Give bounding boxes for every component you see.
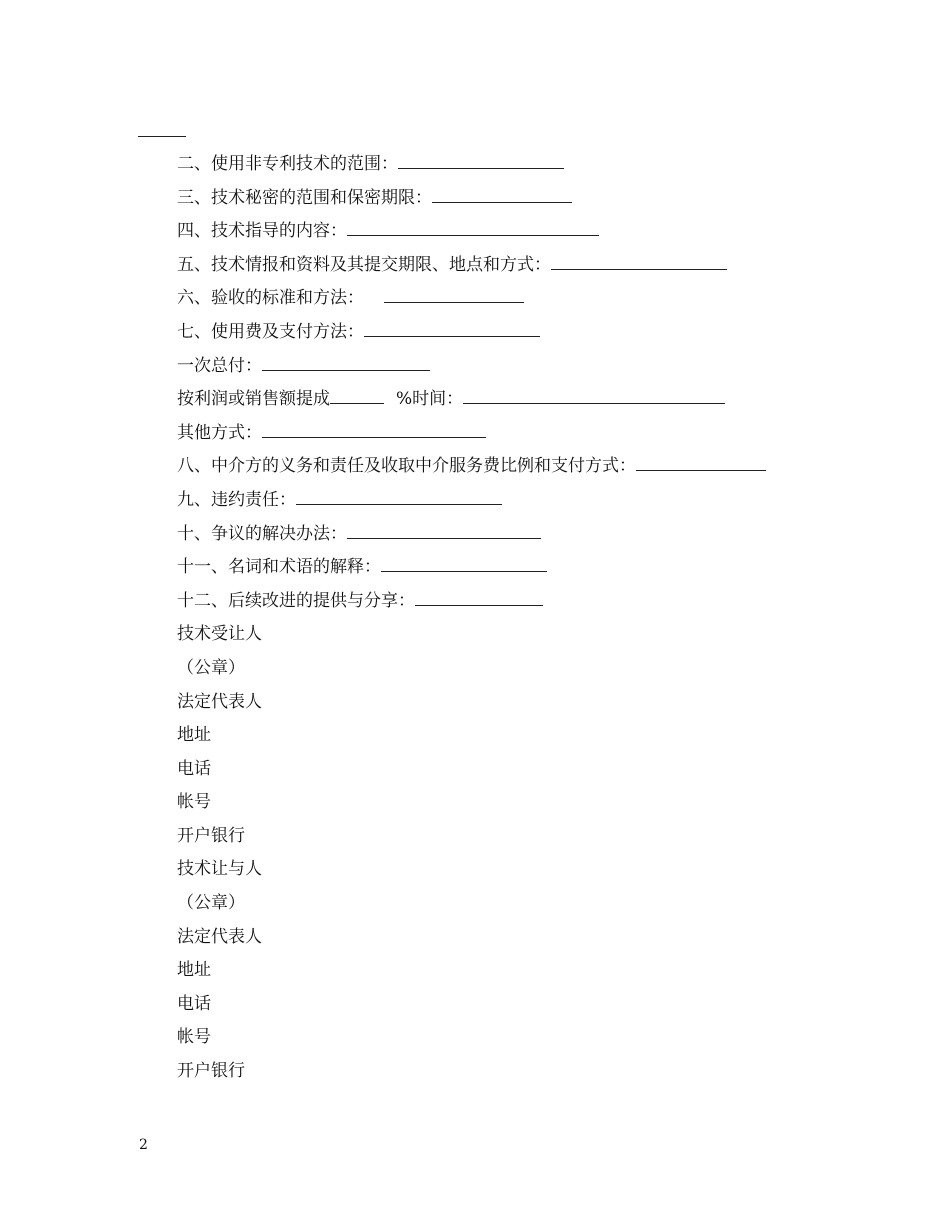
fill-in-blank: [463, 387, 725, 404]
signature-label: 法定代表人: [177, 691, 262, 712]
fill-in-blank: [347, 522, 541, 539]
fill-in-blank: [347, 219, 599, 236]
payment-lump-sum: [177, 350, 877, 384]
clause-label: 十、争议的解决办法：: [177, 523, 347, 544]
clause-2: [177, 148, 877, 182]
clause-12: [177, 585, 877, 619]
clause-11: [177, 551, 877, 585]
page-number: 2: [139, 1137, 148, 1153]
clause-label: 七、使用费及支付方法：: [177, 321, 364, 342]
transferee-account: [177, 786, 877, 820]
clause-label: 一次总付：: [177, 355, 262, 376]
clause-label: 九、违约责任：: [177, 489, 296, 510]
transferee-phone: [177, 753, 877, 787]
transferor-bank: [177, 1055, 877, 1089]
clause-label: 四、技术指导的内容：: [177, 221, 347, 242]
clause-label: 五、技术情报和资料及其提交期限、地点和方式：: [177, 254, 551, 275]
transferee-address: [177, 719, 877, 753]
signature-label: 技术让与人: [177, 859, 262, 880]
transferee-seal: [177, 652, 877, 686]
transferee-heading: [177, 618, 877, 652]
clause-label: 六、验收的标准和方法：: [177, 288, 364, 309]
transferor-account: [177, 1021, 877, 1055]
fill-in-blank: [296, 488, 502, 505]
fill-in-blank: [381, 555, 547, 572]
transferee-legal-rep: [177, 686, 877, 720]
fill-in-blank: [636, 454, 766, 471]
clause-7: [177, 316, 877, 350]
transferor-seal: [177, 887, 877, 921]
transferor-address: [177, 954, 877, 988]
transferor-phone: [177, 988, 877, 1022]
fill-in-blank: [415, 589, 543, 606]
clause-10: [177, 518, 877, 552]
transferor-legal-rep: [177, 921, 877, 955]
fill-in-blank: [384, 286, 524, 303]
clause-label-time: %时间：: [396, 389, 464, 410]
signature-label: 帐号: [177, 792, 211, 813]
transferee-bank: [177, 820, 877, 854]
signature-label: 地址: [177, 725, 211, 746]
clause-label: 其他方式：: [177, 422, 262, 443]
clause-label: 按利润或销售额提成: [177, 389, 330, 410]
contract-body: [177, 148, 877, 1089]
signature-label: 开户银行: [177, 825, 245, 846]
payment-royalty: [177, 383, 877, 417]
clause-6: [177, 282, 877, 316]
clause-label: 二、使用非专利技术的范围：: [177, 154, 398, 174]
clause-4: [177, 215, 877, 249]
fill-in-blank: [364, 320, 540, 337]
signature-label: 开户银行: [177, 1061, 245, 1082]
percentage-blank: [330, 387, 384, 404]
clause-label: 十一、名词和术语的解释：: [177, 557, 381, 578]
fill-in-blank: [262, 354, 430, 371]
transferor-heading: [177, 853, 877, 887]
clause-9: [177, 484, 877, 518]
signature-label: 技术受让人: [177, 624, 262, 645]
signature-label: 电话: [177, 993, 211, 1014]
fill-in-blank-line: [138, 136, 186, 137]
signature-label: 地址: [177, 960, 211, 981]
signature-label: 电话: [177, 758, 211, 779]
clause-label: 八、中介方的义务和责任及收取中介服务费比例和支付方式：: [177, 456, 636, 477]
signature-label: （公章）: [177, 893, 245, 914]
signature-label: （公章）: [177, 657, 245, 678]
clause-8: [177, 450, 877, 484]
clause-label: 十二、后续改进的提供与分享：: [177, 590, 415, 611]
clause-3: [177, 182, 877, 216]
fill-in-blank: [398, 152, 564, 169]
payment-other: [177, 417, 877, 451]
clause-label: 三、技术秘密的范围和保密期限：: [177, 187, 432, 208]
signature-label: 法定代表人: [177, 926, 262, 947]
signature-label: 帐号: [177, 1027, 211, 1048]
fill-in-blank: [551, 253, 727, 270]
fill-in-blank: [432, 186, 572, 203]
clause-5: [177, 249, 877, 283]
fill-in-blank: [262, 421, 486, 438]
